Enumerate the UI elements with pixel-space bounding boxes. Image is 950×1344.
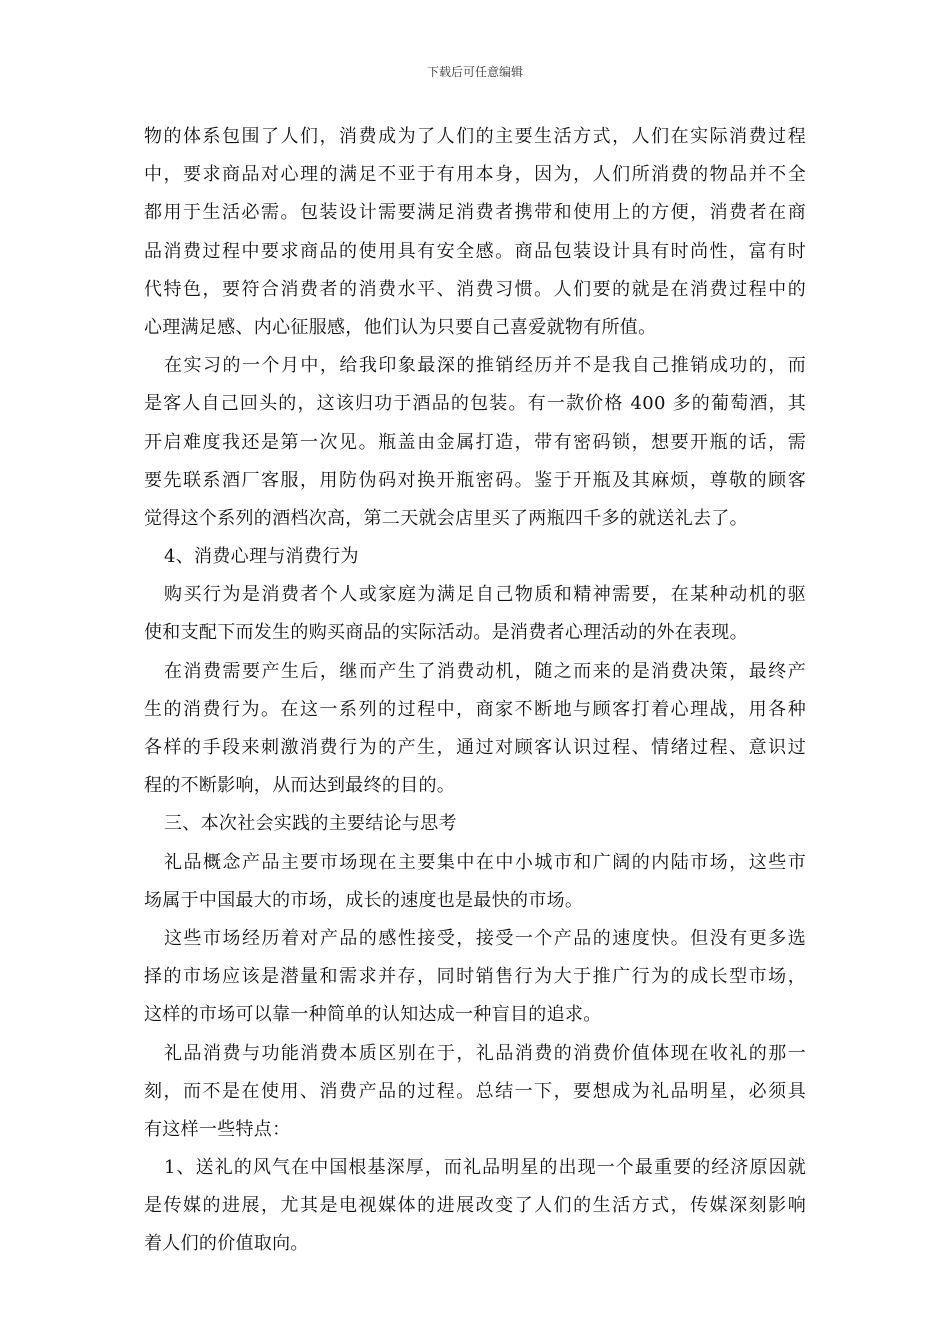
text-line: 心理满足感、内心征服感，他们认为只要自己喜爱就物有所值。 (144, 316, 657, 338)
text-line: 都用于生活必需。包装设计需要满足消费者携带和使用上的方便，消费者在商 (144, 202, 806, 224)
text-line: 中，要求商品对心理的满足不亚于有用本身，因为，人们所消费的物品并不全 (144, 164, 806, 186)
text-line: 品消费过程中要求商品的使用具有安全感。商品包装设计具有时尚性，富有时 (144, 240, 806, 262)
text-line: 刻，而不是在使用、消费产品的过程。总结一下，要想成为礼品明星，必须具 (144, 1080, 806, 1102)
text-line: 有这样一些特点： (144, 1118, 291, 1140)
text-line: 这些市场经历着对产品的感性接受，接受一个产品的速度快。但没有更多选 (164, 927, 806, 949)
text-line: 觉得这个系列的酒档次高，第二天就会店里买了两瓶四千多的就送礼去了。 (144, 507, 748, 529)
text-line: 是客人自己回头的，这该归功于酒品的包装。有一款价格 400 多的葡萄酒，其 (144, 393, 806, 415)
text-line: 礼品概念产品主要市场现在主要集中在中小城市和广阔的内陆市场，这些市 (164, 851, 806, 873)
text-line: 开启难度我还是第一次见。瓶盖由金属打造，带有密码锁，想要开瓶的话，需 (144, 431, 806, 453)
text-line: 物的体系包围了人们，消费成为了人们的主要生活方式，人们在实际消费过程 (144, 126, 806, 147)
text-line: 1、送礼的风气在中国根基深厚，而礼品明星的出现一个最重要的经济原因就 (164, 1157, 806, 1179)
text-line: 三、本次社会实践的主要结论与思考 (164, 813, 457, 835)
text-line: 择的市场应该是潜量和需求并存，同时销售行为大于推广行为的成长型市场， (144, 966, 806, 988)
text-line: 程的不断影响，从而达到最终的目的。 (144, 775, 456, 797)
text-line: 礼品消费与功能消费本质区别在于，礼品消费的消费价值体现在收礼的那一 (164, 1042, 806, 1064)
text-line: 在消费需要产生后，继而产生了消费动机，随之而来的是消费决策，最终产 (164, 660, 806, 682)
text-line: 各样的手段来刺激消费行为的产生，通过对顾客认识过程、情绪过程、意识过 (144, 737, 806, 758)
text-line: 使和支配下而发生的购买商品的实际活动。是消费者心理活动的外在表现。 (144, 622, 748, 644)
document-body (144, 118, 806, 1264)
text-line: 要先联系酒厂客服，用防伪码对换开瓶密码。鉴于开瓶及其麻烦，尊敬的顾客 (144, 469, 806, 491)
text-line: 在实习的一个月中，给我印象最深的推销经历并不是我自己推销成功的，而 (164, 355, 806, 377)
text-line: 购买行为是消费者个人或家庭为满足自己物质和精神需要，在某种动机的驱 (164, 584, 806, 606)
text-line: 这样的市场可以靠一种简单的认知达成一种盲目的追求。 (144, 1004, 602, 1026)
text-line: 代特色，要符合消费者的消费水平、消费习惯。人们要的就是在消费过程中的 (144, 278, 806, 300)
text-line: 4、消费心理与消费行为 (164, 546, 359, 568)
text-line: 场属于中国最大的市场，成长的速度也是最快的市场。 (144, 889, 584, 911)
text-line: 是传媒的进展，尤其是电视媒体的进展改变了人们的生活方式，传媒深刻影响 (144, 1195, 806, 1217)
text-line: 着人们的价值取向。 (144, 1233, 309, 1255)
text-line: 生的消费行为。在这一系列的过程中，商家不断地与顾客打着心理战，用各种 (144, 698, 806, 720)
page-header: 下载后可任意编辑 (426, 65, 523, 79)
